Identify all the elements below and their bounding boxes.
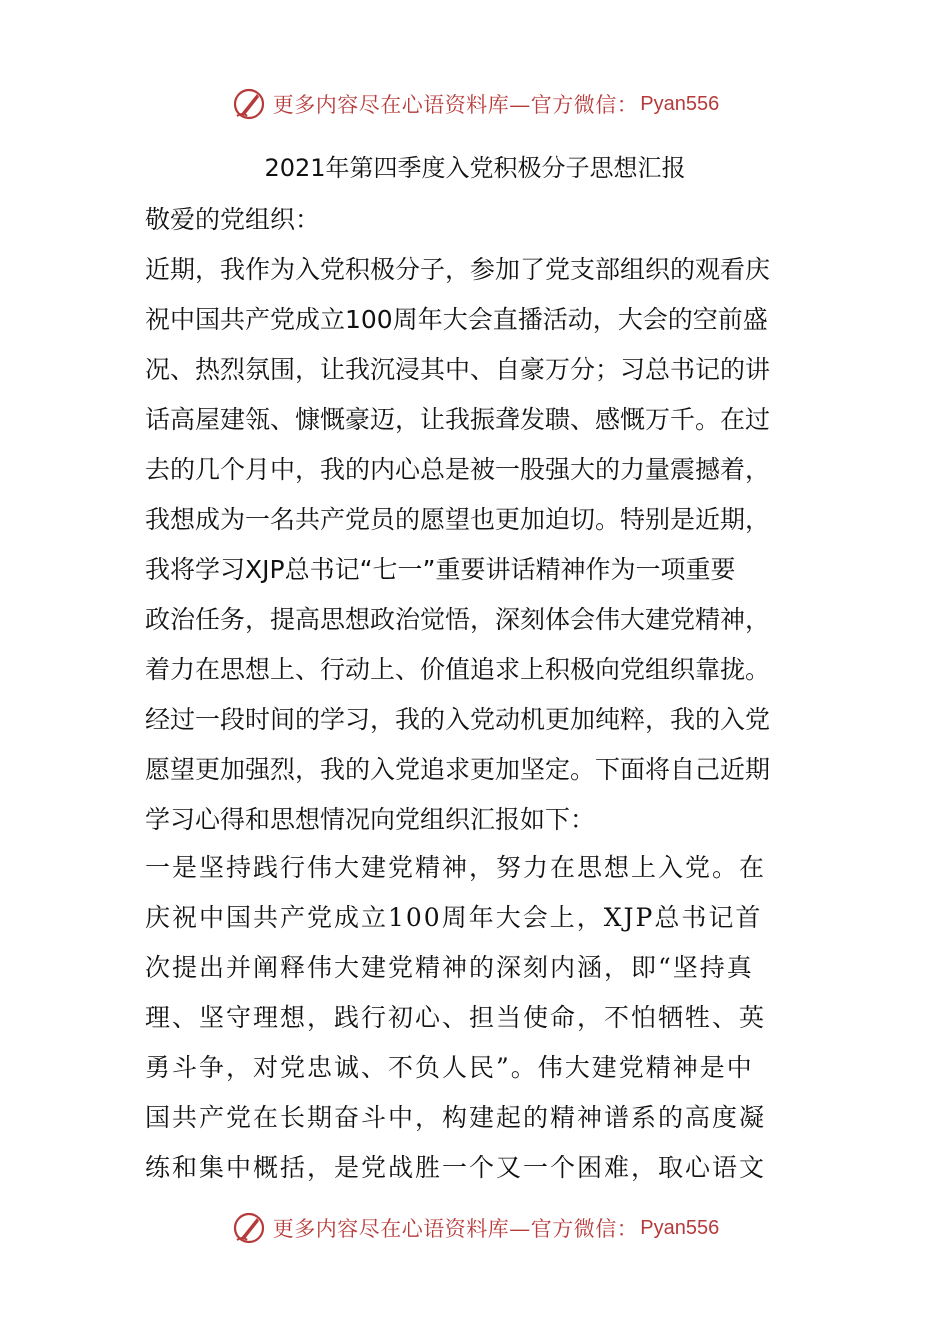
intro-section (145, 195, 807, 845)
paragraph-line: 近期，我作为入党积极分子，参加了党支部组织的观看庆 (145, 255, 771, 284)
paragraph-line: 祝中国共产党成立100周年大会直播活动，大会的空前盛 (145, 305, 768, 334)
paragraph-line: 我想成为一名共产党员的愿望也更加迫切。特别是近期， (145, 505, 771, 534)
banner-slogan: 更多内容尽在心语资料库—官方微信： (272, 1217, 639, 1241)
paragraph-line: 勇斗争，对党忠诚、不负人民”。伟大建党精神是中 (145, 1053, 754, 1082)
header-watermark-banner (0, 84, 950, 124)
paragraph-line: 我将学习XJP总书记“七一”重要讲话精神作为一项重要 (145, 555, 736, 584)
paragraph-line: 着力在思想上、行动上、价值追求上积极向党组织靠拢。 (145, 655, 771, 684)
paragraph-line: 理、坚守理想，践行初心、担当使命，不怕牺牲、英 (145, 1003, 767, 1032)
footer-watermark-banner (0, 1208, 950, 1248)
banner-slogan: 更多内容尽在心语资料库—官方微信： (272, 93, 639, 117)
paragraph-line: 庆祝中国共产党成立100周年大会上，XJP总书记首 (145, 903, 763, 932)
paragraph-line: 愿望更加强烈，我的入党追求更加坚定。下面将自己近期 (145, 755, 771, 784)
pen-nib-logo-icon (231, 86, 267, 122)
point-one-section (145, 843, 807, 1193)
paragraph-line: 次提出并阐释伟大建党精神的深刻内涵，即“坚持真 (145, 953, 754, 982)
paragraph-line: 学习心得和思想情况向党组织汇报如下： (145, 805, 596, 834)
banner-wechat-id: Pyan556 (640, 92, 720, 115)
pen-nib-logo-icon (231, 1210, 267, 1246)
banner-wechat-id: Pyan556 (640, 1216, 720, 1239)
salutation: 敬爱的党组织： (145, 205, 321, 234)
paragraph-line: 经过一段时间的学习，我的入党动机更加纯粹，我的入党 (145, 705, 771, 734)
paragraph-line: 去的几个月中，我的内心总是被一股强大的力量震撼着， (145, 455, 771, 484)
document-title: 2021年第四季度入党积极分子思想汇报 (264, 154, 686, 182)
paragraph-line: 一是坚持践行伟大建党精神，努力在思想上入党。在 (145, 853, 767, 882)
paragraph-line: 练和集中概括，是党战胜一个又一个困难，取心语文 (145, 1153, 767, 1182)
paragraph-line: 政治任务，提高思想政治觉悟，深刻体会伟大建党精神， (145, 605, 771, 634)
paragraph-line: 况、热烈氛围，让我沉浸其中、自豪万分；习总书记的讲 (145, 355, 771, 384)
paragraph-line: 话高屋建瓴、慷慨豪迈，让我振聋发聩、感慨万千。在过 (145, 405, 771, 434)
paragraph-line: 国共产党在长期奋斗中，构建起的精神谱系的高度凝 (145, 1103, 767, 1132)
